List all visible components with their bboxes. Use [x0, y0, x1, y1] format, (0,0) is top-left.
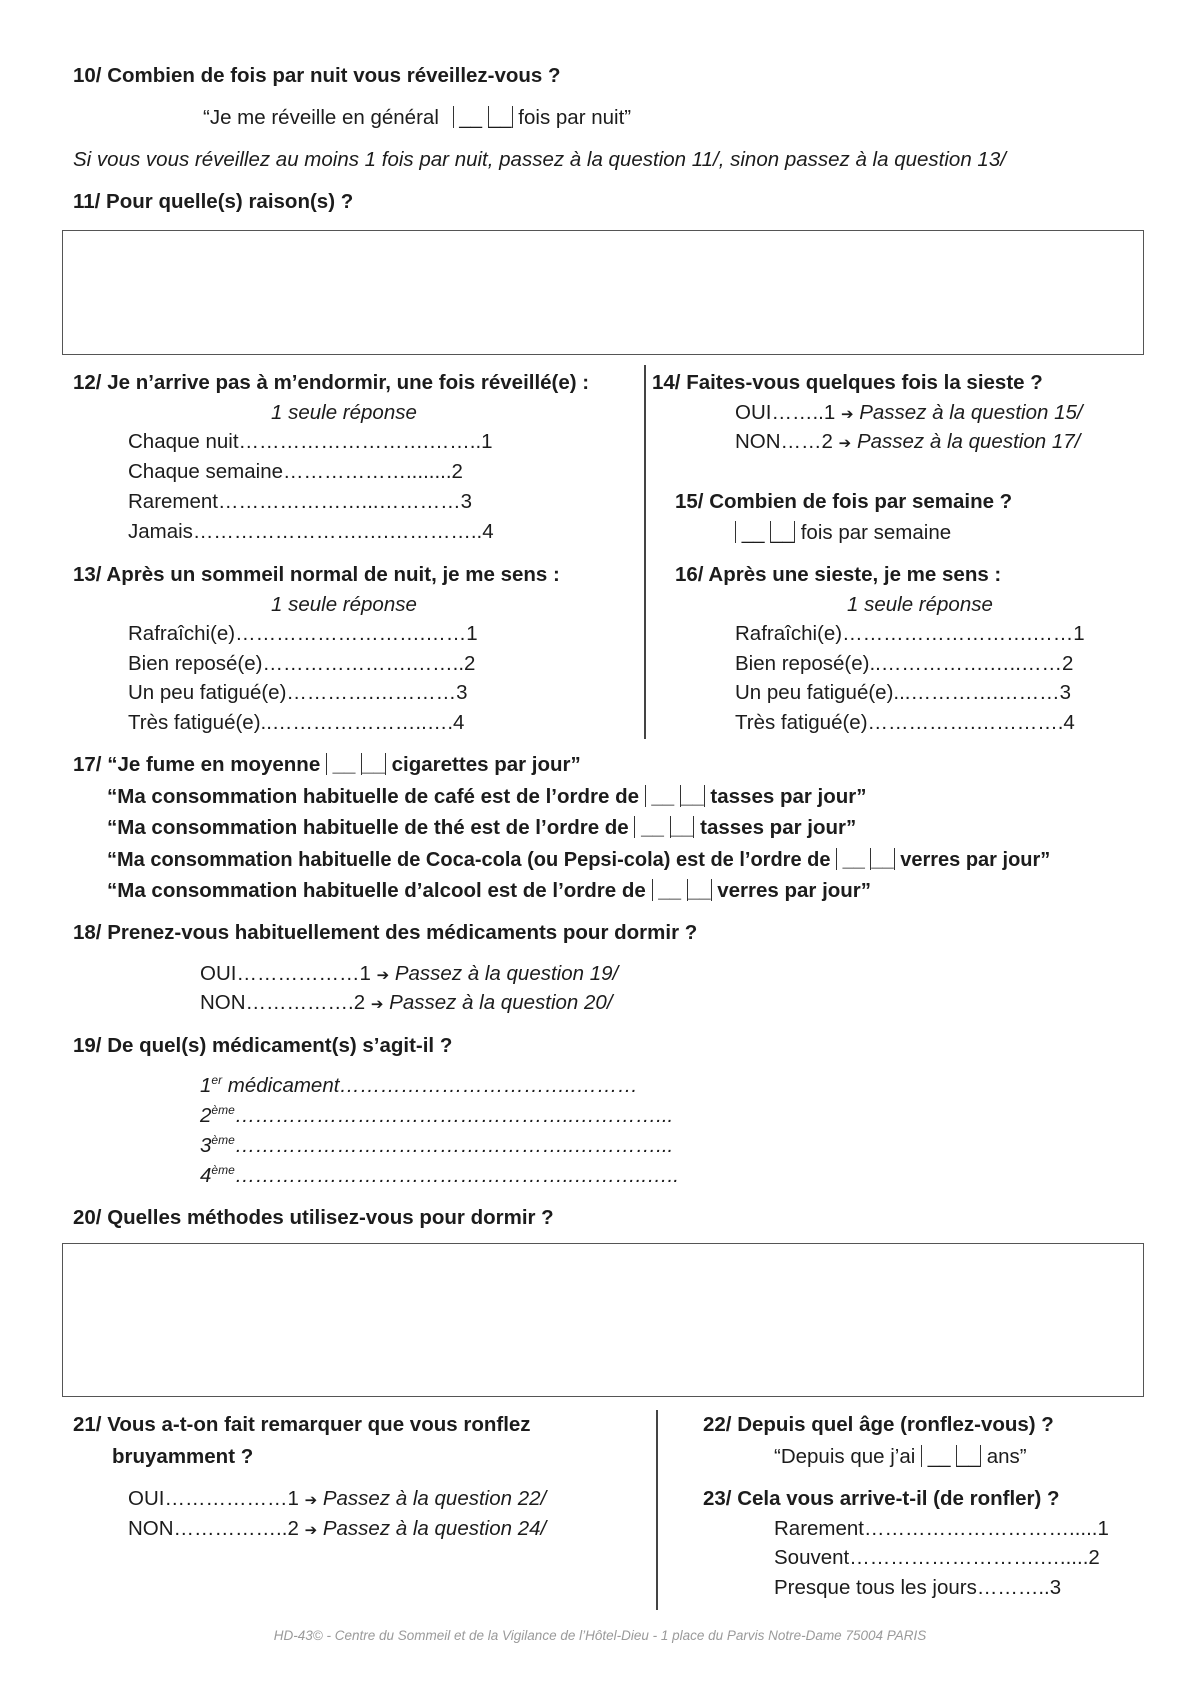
- q23-option[interactable]: Souvent……………………….….....2: [774, 1546, 1100, 1569]
- q17-blank[interactable]: __: [687, 879, 711, 902]
- q22-answer-pre: “Depuis que j’ai: [774, 1445, 916, 1468]
- q21-option-label: NON……………..2: [128, 1517, 299, 1540]
- arrow-right-icon: ➔: [304, 1492, 318, 1509]
- q10-instruction: Si vous vous réveillez au moins 1 fois par nuit, passez à la question 11/, sinon passez à la question 13/: [73, 148, 1006, 171]
- q18-option-oui[interactable]: [200, 962, 618, 986]
- q13-option[interactable]: Très fatigué(e)..…………………..….4: [128, 711, 465, 734]
- q13-title: 13/ Après un sommeil normal de nuit, je me sens :: [73, 563, 560, 586]
- q17-blank[interactable]: __: [326, 753, 362, 776]
- q10-answer-pre: “Je me réveille en général: [203, 106, 439, 129]
- q18-option-non[interactable]: [200, 991, 613, 1015]
- q13-option[interactable]: Bien reposé(e)………………….……..2: [128, 652, 476, 675]
- q19-med-line[interactable]: [200, 1163, 679, 1188]
- q17-blank[interactable]: __: [652, 879, 687, 902]
- q15-blank-2[interactable]: __: [771, 521, 795, 544]
- q17-blank[interactable]: __: [362, 753, 385, 776]
- q12-option[interactable]: Jamais…………………….….…………..4: [128, 520, 494, 543]
- q19-med-sup: ème: [211, 1103, 235, 1117]
- q15-title: 15/ Combien de fois par semaine ?: [675, 490, 1013, 513]
- q17-line-tea: [107, 816, 856, 840]
- column-divider-bottom: [656, 1410, 658, 1610]
- q14-goto: Passez à la question 17/: [856, 430, 1081, 453]
- q21-option-non[interactable]: [128, 1517, 546, 1541]
- q16-option[interactable]: Un peu fatigué(e)...………….………3: [735, 681, 1072, 704]
- q11-title: 11/ Pour quelle(s) raison(s) ?: [73, 190, 354, 213]
- page-footer: HD-43© - Centre du Sommeil et de la Vigilance de l’Hôtel-Dieu - 1 place du Parvis Notre-Dame 75004 PARIS: [273, 1628, 927, 1643]
- q20-title: 20/ Quelles méthodes utilisez-vous pour dormir ?: [73, 1206, 554, 1229]
- column-divider-top: [644, 365, 646, 739]
- q18-goto: Passez à la question 20/: [389, 991, 613, 1014]
- arrow-right-icon: ➔: [376, 967, 390, 984]
- q14-option-oui[interactable]: [735, 401, 1083, 425]
- q17-line-text: tasses par jour”: [710, 785, 867, 808]
- q19-med-num: 2: [200, 1103, 212, 1127]
- q15-blank-1[interactable]: __: [736, 521, 771, 544]
- q17-line-text: 17/ “Je fume en moyenne: [73, 753, 321, 776]
- q17-line-text: verres par jour”: [900, 849, 1051, 871]
- q23-title: 23/ Cela vous arrive-t-il (de ronfler) ?: [703, 1487, 1060, 1510]
- q19-med-text: …………………………………………..…………...: [234, 1133, 674, 1157]
- q18-goto: Passez à la question 19/: [394, 962, 619, 985]
- q19-med-num: 1: [200, 1073, 212, 1097]
- q12-subtitle: 1 seule réponse: [271, 401, 417, 424]
- q21-goto: Passez à la question 24/: [322, 1517, 547, 1540]
- q17-blank[interactable]: __: [680, 785, 704, 808]
- q18-option-label: NON…………….2: [200, 991, 366, 1014]
- q10-blank-2[interactable]: __: [488, 106, 512, 129]
- q17-blank[interactable]: __: [635, 816, 670, 839]
- q16-title: 16/ Après une sieste, je me sens :: [675, 563, 1002, 586]
- q22-blank-1[interactable]: __: [922, 1445, 957, 1468]
- q23-option[interactable]: Presque tous les jours………..3: [774, 1576, 1062, 1599]
- q11-answer-box[interactable]: [62, 230, 1144, 355]
- q10-answer-post: fois par nuit”: [518, 106, 632, 129]
- q22-blank-2[interactable]: __: [957, 1445, 981, 1468]
- q17-line-cola: [107, 848, 1050, 872]
- q19-med-num: 4: [200, 1163, 212, 1187]
- q22-answer: [774, 1445, 1027, 1469]
- q12-title: 12/ Je n’arrive pas à m’endormir, une fois réveillé(e) :: [73, 371, 590, 394]
- q19-med-text: …………………………………………..…………...: [234, 1103, 674, 1127]
- q17-line-alcohol: [107, 879, 871, 903]
- q18-option-label: OUI………………1: [200, 962, 371, 985]
- q17-blank[interactable]: __: [670, 816, 694, 839]
- arrow-right-icon: ➔: [838, 435, 852, 452]
- q16-option[interactable]: Rafraîchi(e)……………………….……1: [735, 622, 1085, 645]
- q17-blank[interactable]: __: [645, 785, 680, 808]
- q17-line-text: “Ma consommation habituelle de thé est de l’ordre de: [107, 816, 629, 839]
- q15-answer: [735, 521, 951, 545]
- q19-med-sup: ème: [211, 1133, 235, 1147]
- q13-subtitle: 1 seule réponse: [271, 593, 417, 616]
- q17-line-smoking: [73, 753, 581, 777]
- q12-option[interactable]: Rarement…………………...…………3: [128, 490, 472, 513]
- q14-option-non[interactable]: [735, 430, 1080, 454]
- q14-option-label: NON……2: [735, 430, 833, 453]
- q14-title: 14/ Faites-vous quelques fois la sieste ?: [652, 371, 1043, 394]
- q21-title-line2: bruyamment ?: [112, 1445, 254, 1468]
- q17-line-text: “Ma consommation habituelle de café est de l’ordre de: [107, 785, 639, 808]
- q15-answer-post: fois par semaine: [800, 521, 952, 544]
- arrow-right-icon: ➔: [304, 1522, 318, 1539]
- q19-med-line[interactable]: [200, 1073, 638, 1098]
- q21-option-label: OUI………………1: [128, 1487, 299, 1510]
- q12-option[interactable]: Chaque semaine………………........2: [128, 460, 463, 483]
- q17-line-text: verres par jour”: [717, 879, 872, 902]
- q17-line-text: “Ma consommation habituelle d’alcool est de l’ordre de: [107, 879, 646, 902]
- q18-title: 18/ Prenez-vous habituellement des médicaments pour dormir ?: [73, 921, 698, 944]
- q14-option-label: OUI……..1: [735, 401, 836, 424]
- q19-med-line[interactable]: [200, 1103, 673, 1128]
- q10-answer: [203, 106, 631, 130]
- q13-option[interactable]: Un peu fatigué(e)………….…………3: [128, 681, 468, 704]
- q19-med-line[interactable]: [200, 1133, 673, 1158]
- q16-subtitle: 1 seule réponse: [847, 593, 993, 616]
- q10-blank-1[interactable]: __: [453, 106, 488, 129]
- q12-option[interactable]: Chaque nuit……………………….……..1: [128, 430, 493, 453]
- q13-option[interactable]: Rafraîchi(e)……………………….……1: [128, 622, 478, 645]
- q17-line-text: cigarettes par jour”: [391, 753, 581, 776]
- q19-med-text: …………………………………………..………..…..: [234, 1163, 679, 1187]
- q20-answer-box[interactable]: [62, 1243, 1144, 1397]
- q19-med-num: 3: [200, 1133, 212, 1157]
- q21-goto: Passez à la question 22/: [322, 1487, 547, 1510]
- q23-option[interactable]: Rarement………………………….....1: [774, 1517, 1109, 1540]
- q17-line-text: “Ma consommation habituelle de Coca-cola (ou Pepsi-cola) est de l’ordre de: [107, 849, 831, 871]
- q10-title: 10/ Combien de fois par nuit vous réveillez-vous ?: [73, 64, 561, 87]
- q21-title-line1: 21/ Vous a-t-on fait remarquer que vous ronflez: [73, 1413, 531, 1436]
- q17-blank[interactable]: __: [837, 849, 871, 871]
- q16-option[interactable]: Bien reposé(e)..…………….…..……2: [735, 652, 1074, 675]
- arrow-right-icon: ➔: [840, 406, 854, 423]
- q17-line-text: tasses par jour”: [700, 816, 857, 839]
- q16-option[interactable]: Très fatigué(e)…………….………….4: [735, 711, 1075, 734]
- arrow-right-icon: ➔: [370, 996, 384, 1013]
- q19-med-sup: er: [211, 1073, 223, 1087]
- q19-med-sup: ème: [211, 1163, 235, 1177]
- q14-goto: Passez à la question 15/: [859, 401, 1083, 424]
- q17-line-coffee: [107, 785, 867, 809]
- q19-med-text: médicament……………………………..………: [222, 1073, 638, 1097]
- q22-answer-post: ans”: [986, 1445, 1027, 1468]
- q19-title: 19/ De quel(s) médicament(s) s’agit-il ?: [73, 1034, 453, 1057]
- q22-title: 22/ Depuis quel âge (ronflez-vous) ?: [703, 1413, 1054, 1436]
- q17-blank[interactable]: __: [871, 849, 894, 871]
- q21-option-oui[interactable]: [128, 1487, 546, 1511]
